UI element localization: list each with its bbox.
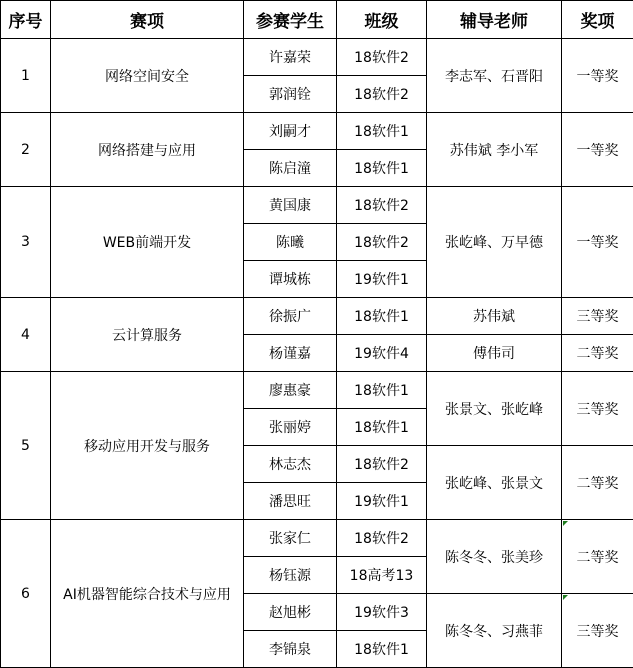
teacher-cell: 陈冬冬、张美珍 [427,520,562,594]
class-cell: 18软件2 [337,39,427,76]
event-cell: AI机器智能综合技术与应用 [51,520,244,668]
class-cell: 18软件1 [337,150,427,187]
award-cell: 二等奖 [562,446,633,520]
seq-cell: 5 [1,372,51,520]
student-cell: 郭润铨 [244,76,337,113]
student-cell: 李锦泉 [244,631,337,668]
student-cell: 潘思旺 [244,483,337,520]
student-cell: 廖惠豪 [244,372,337,409]
event-cell: 网络空间安全 [51,39,244,113]
class-cell: 18软件1 [337,372,427,409]
table-row [1,298,633,335]
header-row [1,1,633,39]
student-cell: 杨钰源 [244,557,337,594]
class-cell: 18软件1 [337,409,427,446]
event-cell: 网络搭建与应用 [51,113,244,187]
student-cell: 赵旭彬 [244,594,337,631]
event-cell: 移动应用开发与服务 [51,372,244,520]
student-cell: 林志杰 [244,446,337,483]
teacher-cell: 苏伟斌 李小军 [427,113,562,187]
class-cell: 18软件2 [337,446,427,483]
event-cell: 云计算服务 [51,298,244,372]
seq-cell: 6 [1,520,51,668]
class-cell: 18高考13 [337,557,427,594]
header-class: 班级 [337,1,427,39]
class-cell: 18软件1 [337,631,427,668]
award-cell: 一等奖 [562,39,633,113]
class-cell: 19软件3 [337,594,427,631]
student-cell: 张家仁 [244,520,337,557]
table-row [1,39,633,76]
header-event: 赛项 [51,1,244,39]
seq-cell: 2 [1,113,51,187]
table-row [1,520,633,557]
student-cell: 杨谨嘉 [244,335,337,372]
seq-cell: 3 [1,187,51,298]
table-row [1,113,633,150]
class-cell: 19软件4 [337,335,427,372]
table-row [1,372,633,409]
teacher-cell: 陈冬冬、习燕菲 [427,594,562,668]
class-cell: 18软件2 [337,187,427,224]
header-student: 参赛学生 [244,1,337,39]
teacher-cell: 张景文、张屹峰 [427,372,562,446]
class-cell: 18软件1 [337,298,427,335]
class-cell: 19软件1 [337,483,427,520]
teacher-cell: 苏伟斌 [427,298,562,335]
teacher-cell: 张屹峰、张景文 [427,446,562,520]
seq-cell: 1 [1,39,51,113]
award-cell: 三等奖 [562,298,633,335]
student-cell: 陈曦 [244,224,337,261]
teacher-cell: 张屹峰、万早德 [427,187,562,298]
teacher-cell: 傅伟司 [427,335,562,372]
student-cell: 张丽婷 [244,409,337,446]
table-row [1,187,633,224]
award-cell: 一等奖 [562,113,633,187]
award-cell: 二等奖 [562,520,633,594]
student-cell: 陈启潼 [244,150,337,187]
award-cell: 一等奖 [562,187,633,298]
student-cell: 刘嗣才 [244,113,337,150]
award-cell: 三等奖 [562,594,633,668]
teacher-cell: 李志军、石晋阳 [427,39,562,113]
class-cell: 18软件2 [337,520,427,557]
class-cell: 19软件1 [337,261,427,298]
header-seq: 序号 [1,1,51,39]
class-cell: 18软件2 [337,224,427,261]
student-cell: 黄国康 [244,187,337,224]
event-cell: WEB前端开发 [51,187,244,298]
student-cell: 谭城栋 [244,261,337,298]
header-teacher: 辅导老师 [427,1,562,39]
seq-cell: 4 [1,298,51,372]
header-award: 奖项 [562,1,633,39]
student-cell: 许嘉荣 [244,39,337,76]
class-cell: 18软件2 [337,76,427,113]
award-cell: 二等奖 [562,335,633,372]
award-cell: 三等奖 [562,372,633,446]
student-cell: 徐振广 [244,298,337,335]
class-cell: 18软件1 [337,113,427,150]
